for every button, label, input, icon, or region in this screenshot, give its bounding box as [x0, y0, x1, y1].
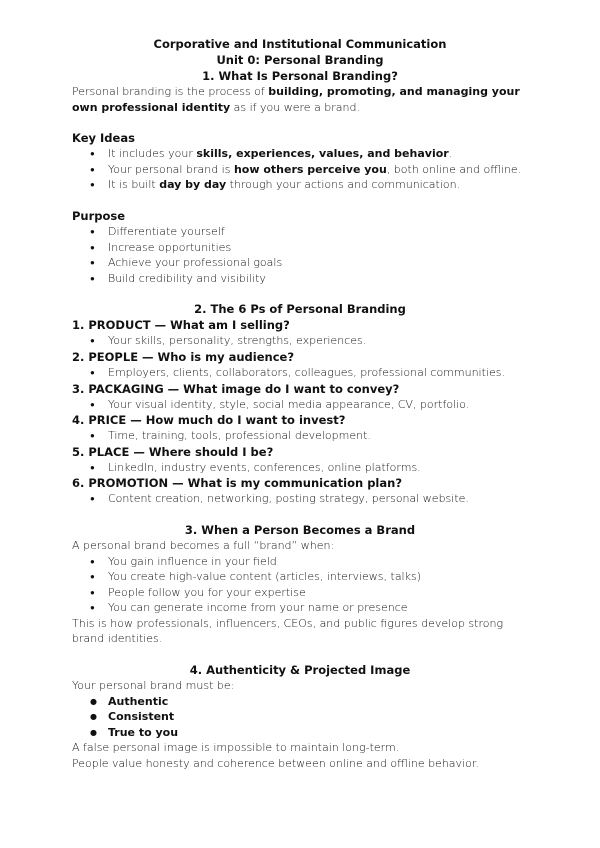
list-item: ● Differentiate yourself — [72, 224, 528, 240]
list-item: ● True to you — [72, 725, 528, 741]
purpose-list — [72, 224, 528, 286]
list-item: ● You can generate income from your name or presence — [72, 600, 528, 616]
purpose-title: Purpose — [72, 208, 126, 223]
p-item-title: 1. PRODUCT — What am I selling? — [72, 318, 290, 333]
unit-title: Unit 0: Personal Branding — [216, 53, 384, 67]
section-4-intro: Your personal brand must be: — [72, 679, 235, 693]
list-item: ● Consistent — [72, 709, 528, 725]
list-item: ● Increase opportunities — [72, 240, 528, 256]
list-item: ● Authentic — [72, 694, 528, 710]
list-item: ● Content creation, networking, posting strategy, personal website. — [72, 491, 528, 507]
list-item: ● Employers, clients, collaborators, colleagues, professional communities. — [72, 365, 528, 381]
p-item-title: 2. PEOPLE — Who is my audience? — [72, 349, 294, 364]
list-item: ● Your personal brand is how others perceive you, both online and offline. — [72, 162, 528, 178]
authenticity-list — [72, 694, 528, 741]
list-item: ● It includes your skills, experiences, values, and behavior. — [72, 146, 528, 162]
list-item: ● You gain influence in your field — [72, 554, 528, 570]
p-item-title: 3. PACKAGING — What image do I want to convey? — [72, 381, 400, 396]
section-1-heading: 1. What Is Personal Branding? — [202, 69, 398, 83]
section-3-heading: 3. When a Person Becomes a Brand — [184, 522, 416, 537]
list-item: ● Your visual identity, style, social media appearance, CV, portfolio. — [72, 397, 528, 413]
section-4-outro-1: A false personal image is impossible to maintain long-term. — [72, 741, 400, 755]
brand-criteria-list — [72, 554, 528, 616]
list-item: ● Achieve your professional goals — [72, 255, 528, 271]
section-3-outro: This is how professionals, influencers, CEOs, and public figures develop strong brand identities. — [72, 616, 504, 646]
key-ideas-title: Key Ideas — [72, 131, 135, 146]
list-item: ● You create high-value content (articles, interviews, talks) — [72, 569, 528, 585]
key-ideas-list — [72, 146, 528, 193]
list-item: ● Time, training, tools, professional development. — [72, 428, 528, 444]
p-item-title: 5. PLACE — Where should I be? — [72, 444, 274, 459]
list-item: ● LinkedIn, industry events, conferences, online platforms. — [72, 460, 528, 476]
list-item: ● Your skills, personality, strengths, experiences. — [72, 333, 528, 349]
p-item-title: 6. PROMOTION — What is my communication plan? — [72, 476, 402, 491]
section-2-heading: 2. The 6 Ps of Personal Branding — [194, 302, 406, 317]
course-title: Corporative and Institutional Communication — [153, 37, 447, 51]
section-1-intro: Personal branding is the process of building, promoting, and managing your own professional identity as if you were a brand. — [72, 85, 520, 114]
section-4-outro-2: People value honesty and coherence between online and offline behavior. — [72, 757, 479, 771]
list-item: ● People follow you for your expertise — [72, 585, 528, 601]
list-item: ● Build credibility and visibility — [72, 271, 528, 287]
section-3-intro: A personal brand becomes a full “brand” when: — [72, 538, 335, 552]
section-4-heading: 4. Authenticity & Projected Image — [189, 663, 411, 678]
list-item: ● It is built day by day through your actions and communication. — [72, 177, 528, 193]
p-item-title: 4. PRICE — How much do I want to invest? — [72, 413, 346, 428]
